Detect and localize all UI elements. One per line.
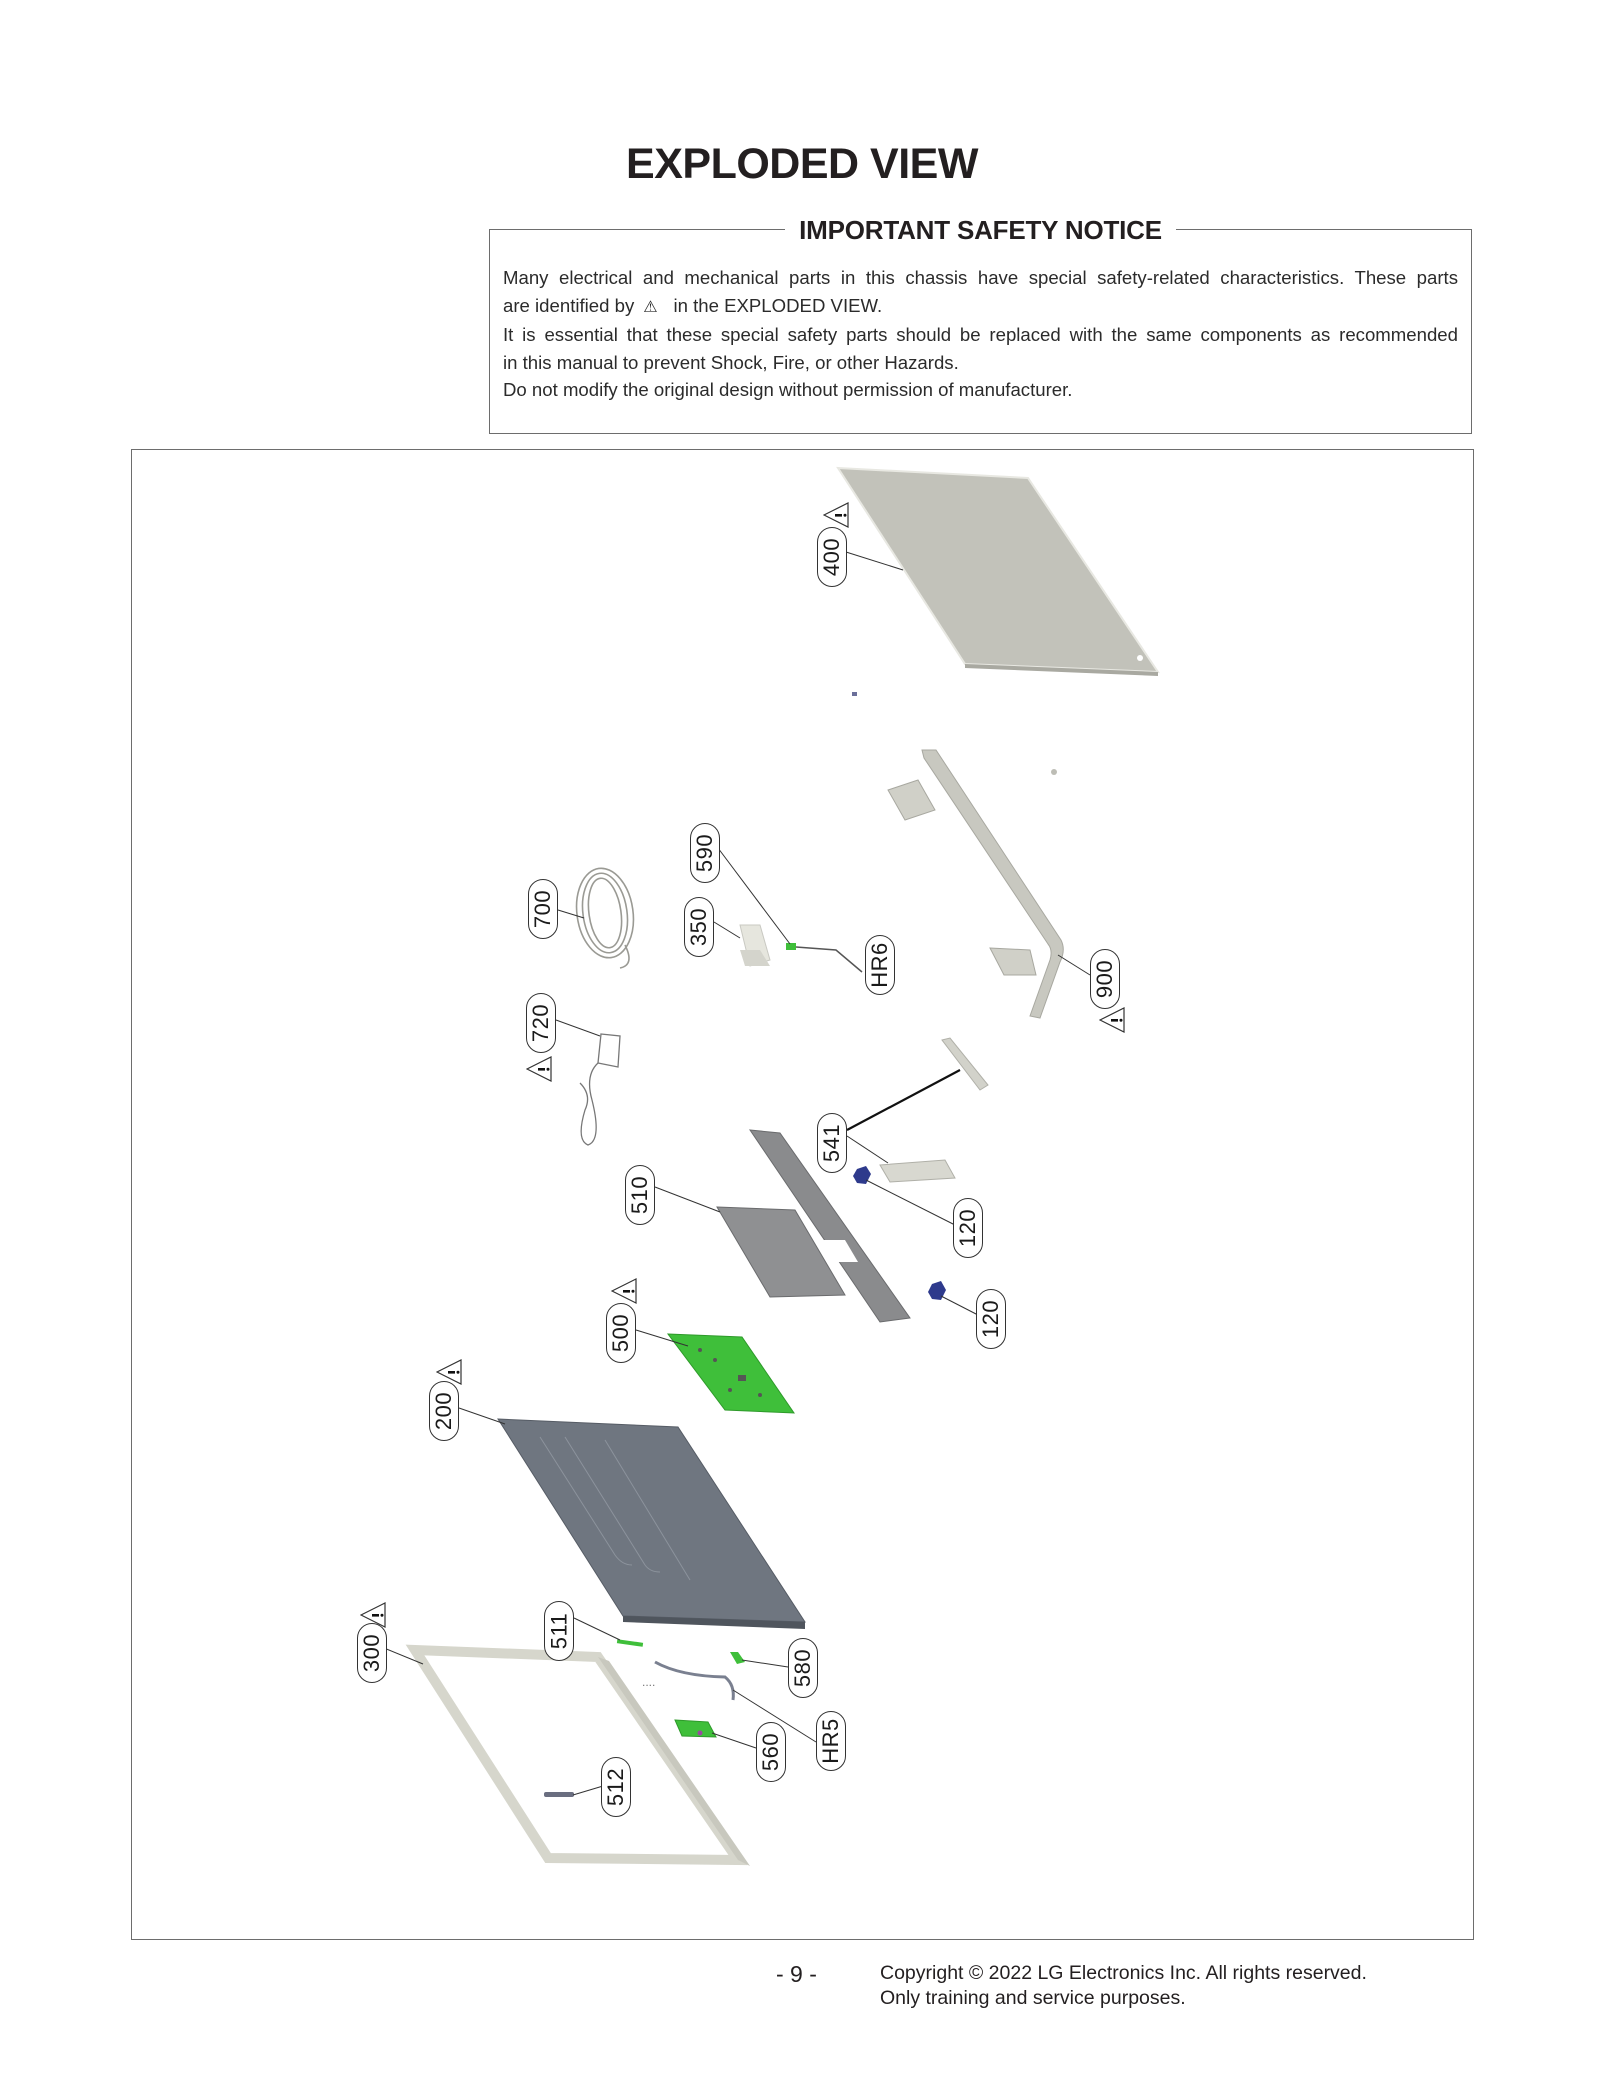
callout-part-720: 720 — [526, 993, 556, 1053]
callout-part-200: 200 — [429, 1381, 459, 1441]
callout-part-560: 560 — [756, 1722, 786, 1782]
jack-board-part-560 — [675, 1720, 756, 1748]
main-board-part-500 — [636, 1330, 794, 1413]
sensor-part-590 — [718, 848, 862, 972]
callout-part-590: 590 — [690, 823, 720, 883]
callout-part-120: 120 — [953, 1198, 983, 1258]
callout-part-HR6: HR6 — [865, 935, 895, 995]
page-title: EXPLODED VIEW — [626, 140, 978, 188]
callout-part-511: 511 — [544, 1601, 574, 1661]
callout-part-500: 500 — [606, 1303, 636, 1363]
safety-warning-icon — [436, 1359, 462, 1385]
notice-line-2: are identified by ⚠ in the EXPLODED VIEW. — [503, 292, 1458, 322]
safety-warning-icon — [1099, 1007, 1125, 1033]
power-cord-part-700 — [558, 865, 639, 968]
notice-line-3: It is essential that these special safety parts should be replaced with the same components as recommended — [503, 324, 1458, 345]
callout-part-900: 900 — [1090, 949, 1120, 1009]
safety-warning-icon — [823, 502, 849, 528]
notice-line-5: Do not modify the original design without permission of manufacturer. — [503, 379, 1073, 400]
keypad-part-512 — [544, 1786, 603, 1797]
callout-part-300: 300 — [357, 1623, 387, 1683]
copyright: Copyright © 2022 LG Electronics Inc. All rights reserved. Only training and service purposes. — [880, 1962, 1367, 2009]
notice-line-1: Many electrical and mechanical parts in this chassis have special safety-related characteristics. These parts — [503, 267, 1458, 288]
callout-part-580: 580 — [788, 1638, 818, 1698]
safety-warning-icon — [360, 1602, 386, 1628]
callout-part-512: 512 — [601, 1757, 631, 1817]
callout-part-120: 120 — [976, 1289, 1006, 1349]
rear-cover-part-400 — [838, 468, 1158, 696]
notice-line-4: in this manual to prevent Shock, Fire, or other Hazards. — [503, 351, 959, 373]
safety-notice-heading: IMPORTANT SAFETY NOTICE — [490, 215, 1471, 246]
svg-text:....: .... — [642, 1675, 656, 1689]
callout-part-HR5: HR5 — [816, 1711, 846, 1771]
bracket-part-541 — [847, 1038, 988, 1182]
safety-warning-icon — [611, 1278, 637, 1304]
callout-part-510: 510 — [625, 1165, 655, 1225]
callout-part-541: 541 — [817, 1113, 847, 1173]
front-bezel-part-300 — [384, 1648, 750, 1866]
small-board-part-580 — [730, 1652, 788, 1667]
chassis-bracket-part-510 — [655, 1130, 910, 1322]
callout-part-350: 350 — [684, 897, 714, 957]
page-number: - 9 - — [776, 1961, 817, 1987]
callout-part-400: 400 — [817, 527, 847, 587]
power-adapter-part-720 — [556, 1020, 620, 1145]
safety-warning-icon — [526, 1056, 552, 1082]
lcd-panel-part-200 — [459, 1408, 805, 1629]
stand-part-900 — [888, 750, 1090, 1018]
callout-part-700: 700 — [528, 879, 558, 939]
bracket-part-350 — [714, 922, 770, 966]
warning-triangle-icon: ⚠ — [643, 298, 658, 316]
